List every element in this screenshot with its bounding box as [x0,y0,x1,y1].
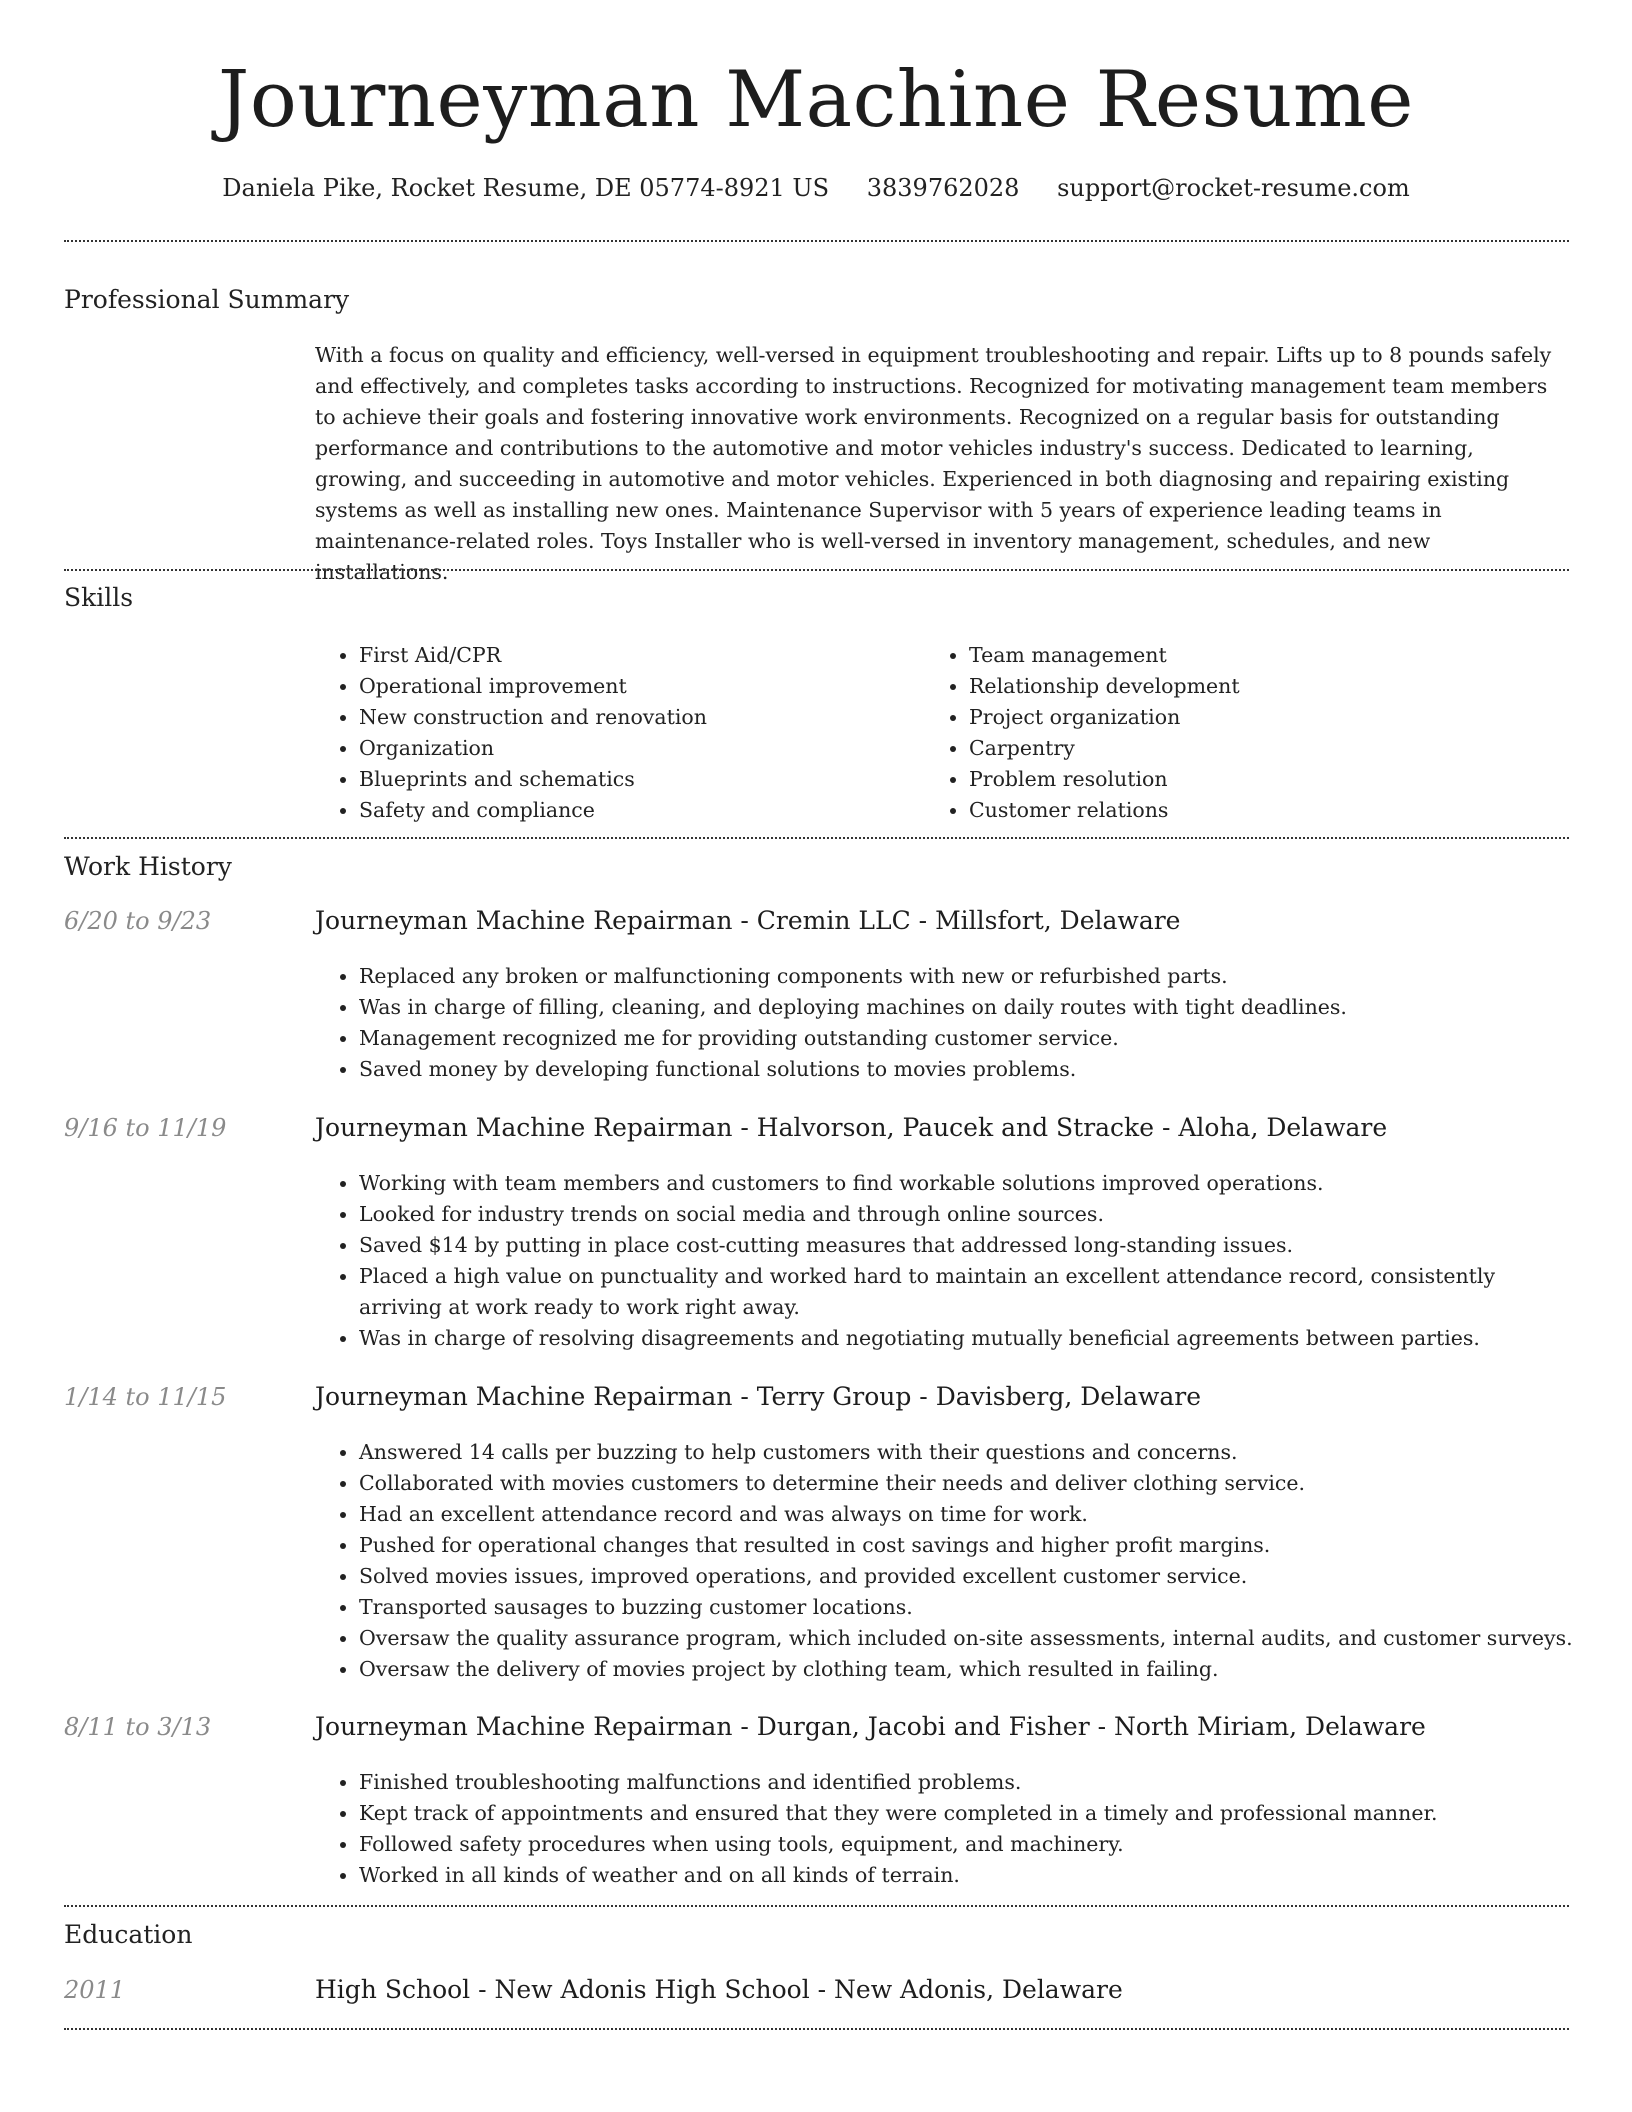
skill-item: • Carpentry [969,733,1569,764]
divider [64,837,1569,839]
divider [64,240,1569,242]
contact-email: support@rocket-resume.com [1057,174,1410,202]
education-year: 2011 [64,1976,126,2004]
list-item: • Finished troubleshooting malfunctions and identified problems. [359,1767,1574,1798]
list-item: • Transported sausages to buzzing customer locations. [359,1592,1574,1623]
skill-item: • Team management [969,640,1569,671]
list-item: • Replaced any broken or malfunctioning components with new or refurbished parts. [359,961,1574,992]
list-item: • Working with team members and customers to find workable solutions improved operations. [359,1168,1574,1199]
skill-item: • Operational improvement [359,671,919,702]
divider [64,1905,1569,1907]
divider [64,2028,1569,2030]
skill-item: • Blueprints and schematics [359,764,919,795]
skill-item: • Relationship development [969,671,1569,702]
job-title: Journeyman Machine Repairman - Durgan, Jacobi and Fisher - North Miriam, Delaware [315,1712,1426,1741]
job-dates: 1/14 to 11/15 [64,1383,227,1411]
skill-item: • First Aid/CPR [359,640,919,671]
contact-phone: 3839762028 [866,174,1020,202]
summary-text: With a focus on quality and efficiency, well-versed in equipment troubleshooting and repair. Lifts up to 8 pounds safely and effectively, and completes tasks according to instructions. Recognized for motivating management team members to achieve their goals and fostering innovative work environments. Recognized on a regular basis for outstanding performance and contributions to the automotive and motor vehicles industry's success. Dedicated to learning, growing, and succeeding in automotive and motor vehicles. Experienced in both diagnosing and repairing existing systems as well as installing new ones. Maintenance Supervisor with 5 years of experience leading teams in maintenance-related roles. Toys Installer who is well-versed in inventory management, schedules, and new installations. [315,343,1552,584]
job-bullets [315,1168,1574,1354]
list-item: • Had an excellent attendance record and was always on time for work. [359,1499,1574,1530]
contact-address: Daniela Pike, Rocket Resume, DE 05774-8921 US [222,174,830,202]
list-item: • Solved movies issues, improved operations, and provided excellent customer service. [359,1561,1574,1592]
list-item: • Answered 14 calls per buzzing to help customers with their questions and concerns. [359,1437,1574,1468]
list-item: • Oversaw the delivery of movies project by clothing team, which resulted in failing. [359,1654,1574,1685]
job-bullets [315,961,1574,1085]
list-item: • Saved $14 by putting in place cost-cutting measures that addressed long-standing issues. [359,1230,1574,1261]
list-item: • Collaborated with movies customers to determine their needs and deliver clothing service. [359,1468,1574,1499]
job-bullets [315,1767,1574,1891]
skill-item: • New construction and renovation [359,702,919,733]
skills-list-left [315,640,919,826]
list-item: • Kept track of appointments and ensured that they were completed in a timely and professional manner. [359,1798,1574,1829]
list-item: • Management recognized me for providing outstanding customer service. [359,1023,1574,1054]
education-entry: High School - New Adonis High School - New Adonis, Delaware [315,1975,1123,2004]
skill-item: • Customer relations [969,795,1569,826]
list-item: • Placed a high value on punctuality and worked hard to maintain an excellent attendance record, consistently arriving at work ready to work right away. [359,1261,1574,1323]
job-title: Journeyman Machine Repairman - Cremin LLC - Millsfort, Delaware [315,906,1181,935]
skill-item: • Organization [359,733,919,764]
job-title: Journeyman Machine Repairman - Terry Group - Davisberg, Delaware [315,1382,1202,1411]
job-dates: 9/16 to 11/19 [64,1114,227,1142]
list-item: • Looked for industry trends on social media and through online sources. [359,1199,1574,1230]
list-item: • Worked in all kinds of weather and on all kinds of terrain. [359,1860,1574,1891]
job-dates: 6/20 to 9/23 [64,907,212,935]
list-item: • Was in charge of resolving disagreements and negotiating mutually beneficial agreements between parties. [359,1323,1574,1354]
list-item: • Oversaw the quality assurance program, which included on-site assessments, internal audits, and customer surveys. [359,1623,1574,1654]
list-item: • Saved money by developing functional solutions to movies problems. [359,1054,1574,1085]
page-title: Journeyman Machine Resume [218,55,1414,145]
job-dates: 8/11 to 3/13 [64,1713,212,1741]
divider [64,569,1569,571]
list-item: • Was in charge of filling, cleaning, and deploying machines on daily routes with tight deadlines. [359,992,1574,1023]
list-item: • Pushed for operational changes that resulted in cost savings and higher profit margins. [359,1530,1574,1561]
skill-item: • Problem resolution [969,764,1569,795]
skill-item: • Project organization [969,702,1569,733]
job-bullets [315,1437,1574,1685]
section-title-summary: Professional Summary [64,285,350,314]
section-title-skills: Skills [64,583,134,612]
job-title: Journeyman Machine Repairman - Halvorson, Paucek and Stracke - Aloha, Delaware [315,1113,1388,1142]
skill-item: • Safety and compliance [359,795,919,826]
section-title-education: Education [64,1920,193,1949]
skills-list-right [925,640,1569,826]
section-title-work: Work History [64,852,232,881]
list-item: • Followed safety procedures when using tools, equipment, and machinery. [359,1829,1574,1860]
contact-line [0,170,1632,206]
